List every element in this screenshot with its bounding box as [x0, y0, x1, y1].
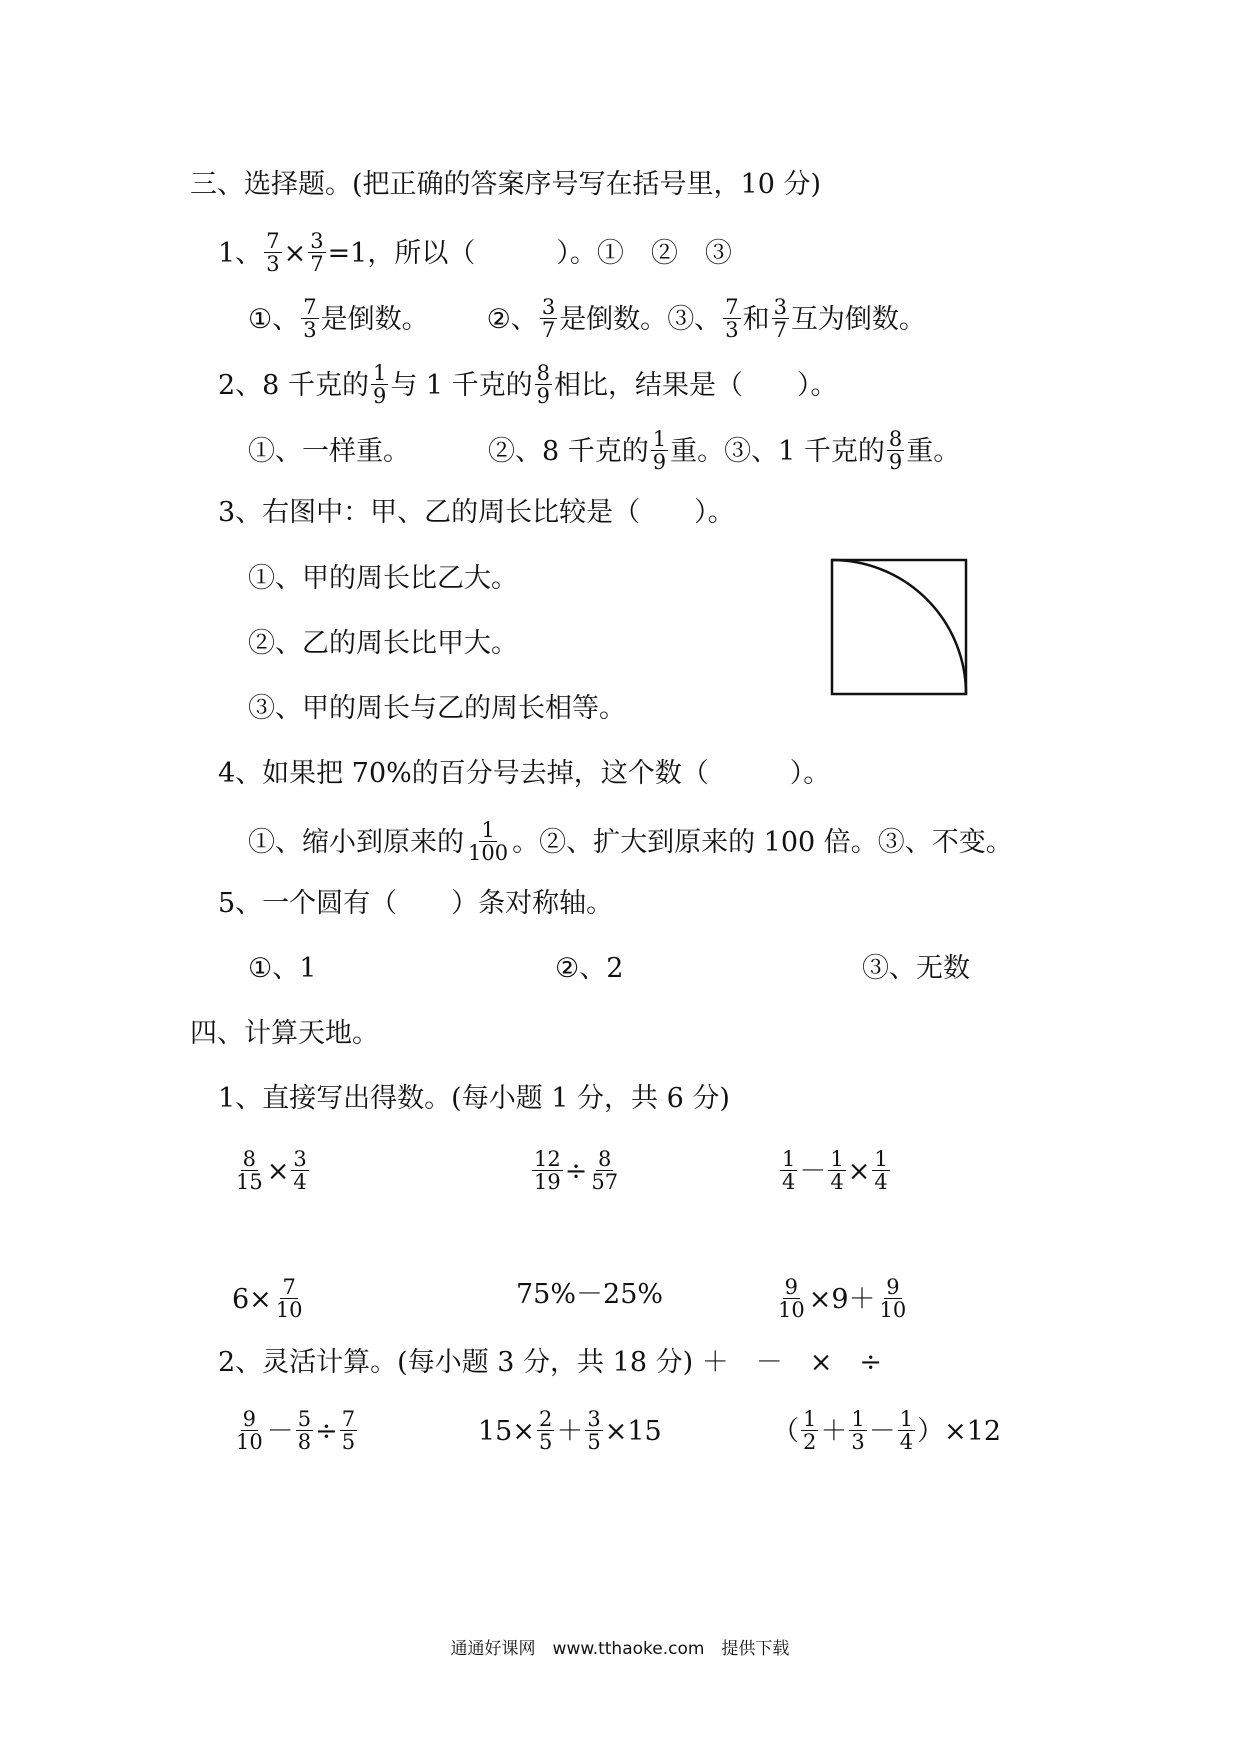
- q3-option-1: ①、甲的周长比乙大。: [248, 563, 518, 594]
- square-quarter-circle-figure: [830, 558, 968, 696]
- fraction: $\frac{1}{4}$: [782, 1147, 796, 1194]
- footer-text: 通通好课网 www.tthaoke.com 提供下载: [450, 1639, 790, 1659]
- part-1-title: 1、直接写出得数。(每小题 1 分，共 6 分): [218, 1083, 730, 1114]
- q5-option-2: ②、2: [555, 953, 624, 984]
- fraction: $\frac{3}{7}$: [541, 295, 556, 342]
- q5-option-1: ①、1: [248, 953, 317, 984]
- fraction: $\frac{7}{5}$: [341, 1407, 356, 1454]
- q2-options: ①、一样重。 ②、8 千克的 $\frac{1}{9}$ 重。③、1 千克的 $\frac{8}{9}$ 重。: [248, 427, 961, 474]
- fraction: $\frac{3}{5}$: [587, 1407, 601, 1454]
- fraction: $\frac{1}{4}$: [830, 1147, 844, 1194]
- q1-options: ①、 $\frac{7}{3}$ 是倒数。 ②、 $\frac{3}{7}$ 是倒数。③、 $\frac{7}{3}$ 和 $\frac{3}{7}$ 互为倒数。: [248, 295, 926, 342]
- quarter-arc: [832, 560, 966, 694]
- fraction: $\frac{3}{7}$: [773, 295, 787, 342]
- q4-options: ①、缩小到原来的 $\frac{1}{100}$ 。②、扩大到原来的 100 倍。③、不变。: [248, 818, 1013, 865]
- section-4-title: 四、计算天地。: [190, 1018, 379, 1049]
- fraction: $\frac{9}{10}$: [778, 1275, 805, 1322]
- calc-expr-4: 6× $\frac{7}{10}$: [232, 1275, 303, 1322]
- fraction: $\frac{7}{3}$: [725, 295, 739, 342]
- times-sign: ×: [283, 238, 307, 269]
- fraction: $\frac{8}{57}$: [591, 1147, 619, 1194]
- calc-expr-8: 15× $\frac{2}{5}$ ＋ $\frac{3}{5}$ ×15: [478, 1407, 662, 1454]
- fraction: $\frac{8}{9}$: [888, 427, 903, 474]
- fraction: $\frac{3}{4}$: [293, 1147, 307, 1194]
- calc-expr-2: $\frac{12}{19}$ ÷ $\frac{8}{57}$: [534, 1147, 619, 1194]
- q1-line: [218, 229, 732, 277]
- section-3-title: 三、选择题。(把正确的答案序号写在括号里，10 分): [190, 169, 822, 200]
- q5-option-3: ③、无数: [862, 953, 970, 984]
- fraction: $\frac{7}{3}$: [303, 295, 317, 342]
- fraction: $\frac{12}{19}$: [534, 1147, 561, 1194]
- calc-expr-5: 75%－25%: [516, 1279, 664, 1310]
- q2-line: 2、8 千克的 $\frac{1}{9}$ 与 1 千克的 $\frac{8}{9}$ 相比，结果是（ ）。: [218, 361, 838, 408]
- q1-num: 1、: [218, 238, 263, 269]
- fraction: $\frac{2}{5}$: [538, 1407, 553, 1454]
- calc-expr-6: $\frac{9}{10}$ ×9＋ $\frac{9}{10}$: [778, 1275, 907, 1322]
- calc-expr-1: $\frac{8}{15}$ × $\frac{3}{4}$: [236, 1147, 307, 1194]
- calc-expr-7: $\frac{9}{10}$ － $\frac{5}{8}$ ÷ $\frac{7}{5}$: [236, 1407, 356, 1454]
- fraction: $\frac{7}{3}$: [266, 229, 280, 276]
- fraction: $\frac{1}{4}$: [874, 1147, 888, 1194]
- fraction: $\frac{3}{7}$: [310, 229, 324, 276]
- calc-expr-3: $\frac{1}{4}$ － $\frac{1}{4}$ × $\frac{1}{4}$: [782, 1147, 888, 1194]
- q3-option-3: ③、甲的周长与乙的周长相等。: [248, 693, 626, 724]
- fraction: $\frac{1}{9}$: [652, 427, 667, 474]
- q5-line: 5、一个圆有（ ）条对称轴。: [218, 888, 614, 919]
- fraction: $\frac{1}{100}$: [468, 818, 509, 865]
- fraction: $\frac{1}{3}$: [851, 1407, 865, 1454]
- fraction: $\frac{1}{2}$: [803, 1407, 817, 1454]
- part-2-title: 2、灵活计算。(每小题 3 分，共 18 分) ＋ － × ÷: [218, 1347, 882, 1378]
- fraction: $\frac{1}{9}$: [372, 361, 387, 408]
- q1-rest: =1，所以（ ）。① ② ③: [327, 238, 732, 269]
- fraction: $\frac{7}{10}$: [275, 1275, 303, 1322]
- fraction: $\frac{8}{9}$: [536, 361, 551, 408]
- square-outline: [832, 560, 966, 694]
- fraction: $\frac{8}{15}$: [236, 1147, 263, 1194]
- fraction: $\frac{9}{10}$: [879, 1275, 907, 1322]
- fraction: $\frac{5}{8}$: [297, 1407, 312, 1454]
- q4-line: 4、如果把 70%的百分号去掉，这个数（ ）。: [218, 758, 831, 789]
- q3-line: 3、右图中：甲、乙的周长比较是（ ）。: [218, 497, 735, 528]
- fraction: $\frac{9}{10}$: [236, 1407, 263, 1454]
- fraction: $\frac{1}{4}$: [899, 1407, 914, 1454]
- calc-expr-9: （ $\frac{1}{2}$ ＋ $\frac{1}{3}$ － $\frac{1}{4}$ ）×12: [772, 1407, 1002, 1454]
- q3-option-2: ②、乙的周长比甲大。: [248, 628, 518, 659]
